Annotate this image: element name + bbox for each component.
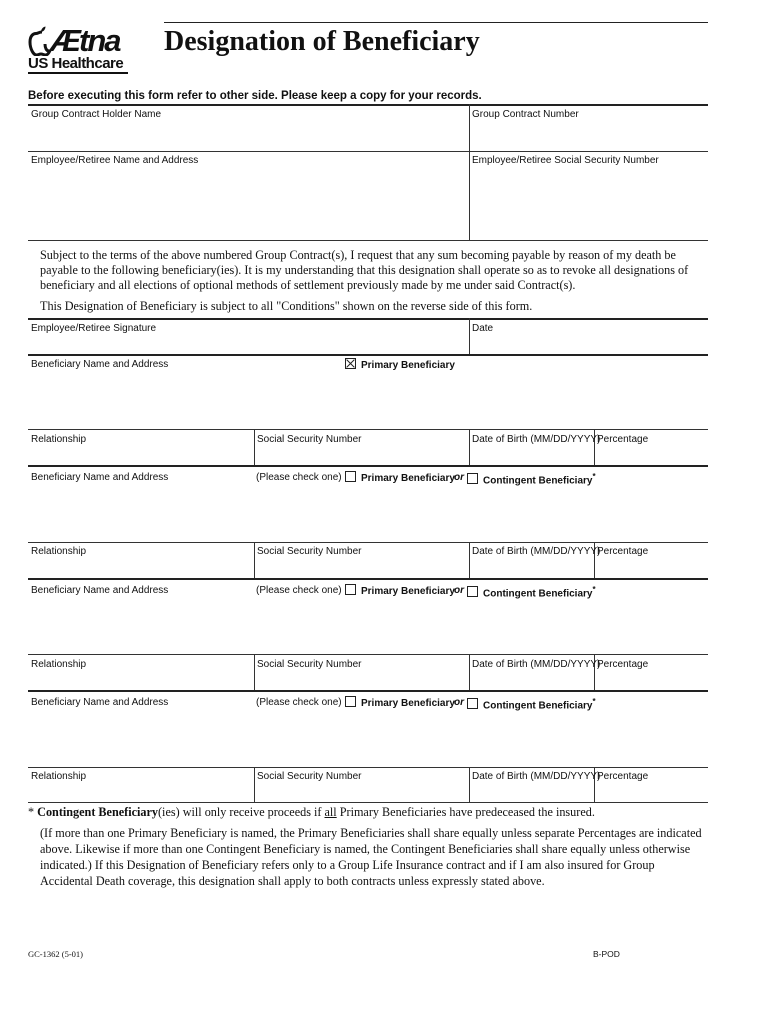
rule — [28, 542, 708, 543]
rule — [28, 465, 708, 467]
beneficiary-3-name-field[interactable]: Beneficiary Name and Address — [31, 585, 169, 596]
beneficiary-2-percentage-field[interactable]: Percentage — [597, 546, 649, 557]
or-label: or — [454, 472, 464, 483]
beneficiary-2-dob-field[interactable]: Date of Birth (MM/DD/YYYY) — [472, 546, 601, 557]
divider — [469, 767, 470, 803]
contingent-condition: * Contingent Beneficiary(ies) will only receive proceeds if all Primary Beneficiaries have predeceased the insured. — [28, 805, 595, 819]
beneficiary-1-ssn-field[interactable]: Social Security Number — [257, 434, 362, 445]
rule — [28, 151, 708, 152]
beneficiary-3-relationship-field[interactable]: Relationship — [31, 659, 87, 670]
check-one-note: (Please check one) — [256, 472, 342, 483]
rule — [28, 429, 708, 430]
beneficiary-3-primary-option[interactable]: Primary Beneficiary — [345, 584, 455, 598]
beneficiary-3-percentage-field[interactable]: Percentage — [597, 659, 649, 670]
divider — [469, 318, 470, 354]
beneficiary-4-name-field[interactable]: Beneficiary Name and Address — [31, 697, 169, 708]
beneficiary-1-dob-field[interactable]: Date of Birth (MM/DD/YYYY) — [472, 434, 601, 445]
check-one-note: (Please check one) — [256, 697, 342, 708]
divider — [469, 429, 470, 465]
group-holder-field[interactable]: Group Contract Holder Name — [31, 109, 162, 120]
rule — [28, 767, 708, 768]
conditions-paragraph: Accidental Death coverage, this designation shall apply to both contracts unless expressly stated above. — [40, 874, 545, 888]
form-code: B-POD — [593, 949, 620, 959]
beneficiary-4-contingent-option[interactable]: Contingent Beneficiary* — [467, 696, 596, 712]
beneficiary-2-primary-option[interactable]: Primary Beneficiary — [345, 471, 455, 485]
rule — [28, 354, 708, 356]
divider — [254, 429, 255, 465]
beneficiary-1-primary-option[interactable]: Primary Beneficiary — [345, 358, 455, 372]
statement-line: beneficiary and all elections of optional methods of settlement previously made by me under said Contract(s). — [40, 278, 576, 292]
beneficiary-1-name-field[interactable]: Beneficiary Name and Address — [31, 359, 169, 370]
rule — [28, 318, 708, 320]
check-one-note: (Please check one) — [256, 585, 342, 596]
page-title: Designation of Beneficiary — [164, 26, 480, 57]
aetna-logo — [28, 24, 132, 74]
beneficiary-4-relationship-field[interactable]: Relationship — [31, 771, 87, 782]
logo-subtitle: US Healthcare — [28, 55, 124, 72]
divider — [254, 654, 255, 690]
rule — [28, 690, 708, 692]
divider — [254, 767, 255, 803]
checkbox-icon[interactable] — [467, 586, 478, 597]
checked-checkbox-icon[interactable] — [345, 358, 356, 369]
beneficiary-2-ssn-field[interactable]: Social Security Number — [257, 546, 362, 557]
group-number-field[interactable]: Group Contract Number — [472, 109, 579, 120]
beneficiary-4-dob-field[interactable]: Date of Birth (MM/DD/YYYY) — [472, 771, 601, 782]
employee-ssn-field[interactable]: Employee/Retiree Social Security Number — [472, 155, 659, 166]
instruction-note: Before executing this form refer to other side. Please keep a copy for your records. — [28, 90, 482, 102]
checkbox-icon[interactable] — [467, 698, 478, 709]
beneficiary-1-relationship-field[interactable]: Relationship — [31, 434, 87, 445]
beneficiary-4-ssn-field[interactable]: Social Security Number — [257, 771, 362, 782]
divider — [254, 542, 255, 578]
apple-icon — [28, 26, 52, 56]
beneficiary-3-dob-field[interactable]: Date of Birth (MM/DD/YYYY) — [472, 659, 601, 670]
logo-wordmark: Ætna — [50, 23, 120, 58]
beneficiary-3-contingent-option[interactable]: Contingent Beneficiary* — [467, 584, 596, 600]
conditions-reference: This Designation of Beneficiary is subject to all "Conditions" shown on the reverse side of this form. — [40, 299, 533, 313]
beneficiary-2-relationship-field[interactable]: Relationship — [31, 546, 87, 557]
statement-line: Subject to the terms of the above numbered Group Contract(s), I request that any sum becoming payable by reason of my death be — [40, 248, 676, 262]
statement-line: payable to the following beneficiary(ies). It is my understanding that this designation shall operate so as to revoke all designations of — [40, 263, 689, 277]
rule — [28, 802, 708, 803]
rule — [28, 654, 708, 655]
beneficiary-2-contingent-option[interactable]: Contingent Beneficiary* — [467, 471, 596, 487]
date-field[interactable]: Date — [472, 323, 494, 334]
rule — [28, 578, 708, 580]
beneficiary-1-percentage-field[interactable]: Percentage — [597, 434, 649, 445]
divider — [469, 104, 470, 240]
conditions-paragraph: (If more than one Primary Beneficiary is named, the Primary Beneficiaries shall share equally unless separate Percentages are indicated — [40, 826, 702, 840]
divider — [469, 542, 470, 578]
checkbox-icon[interactable] — [345, 696, 356, 707]
title-rule — [164, 22, 708, 23]
divider — [469, 654, 470, 690]
employee-name-field[interactable]: Employee/Retiree Name and Address — [31, 155, 199, 166]
conditions-paragraph: above. Likewise if more than one Contingent Beneficiary is named, the Contingent Beneficiaries shall share equally unless otherwise — [40, 842, 691, 856]
or-label: or — [454, 697, 464, 708]
checkbox-icon[interactable] — [345, 471, 356, 482]
checkbox-icon[interactable] — [345, 584, 356, 595]
beneficiary-4-percentage-field[interactable]: Percentage — [597, 771, 649, 782]
beneficiary-2-name-field[interactable]: Beneficiary Name and Address — [31, 472, 169, 483]
logo-underline — [28, 72, 128, 74]
beneficiary-4-primary-option[interactable]: Primary Beneficiary — [345, 696, 455, 710]
rule — [28, 240, 708, 241]
beneficiary-3-ssn-field[interactable]: Social Security Number — [257, 659, 362, 670]
checkbox-icon[interactable] — [467, 473, 478, 484]
rule — [28, 104, 708, 106]
form-number: GC-1362 (5-01) — [28, 949, 84, 959]
or-label: or — [454, 585, 464, 596]
conditions-paragraph: indicated.) If this Designation of Beneficiary refers only to a Group Life Insurance contract and if I am also insured for Group — [40, 858, 655, 872]
signature-field[interactable]: Employee/Retiree Signature — [31, 323, 157, 334]
